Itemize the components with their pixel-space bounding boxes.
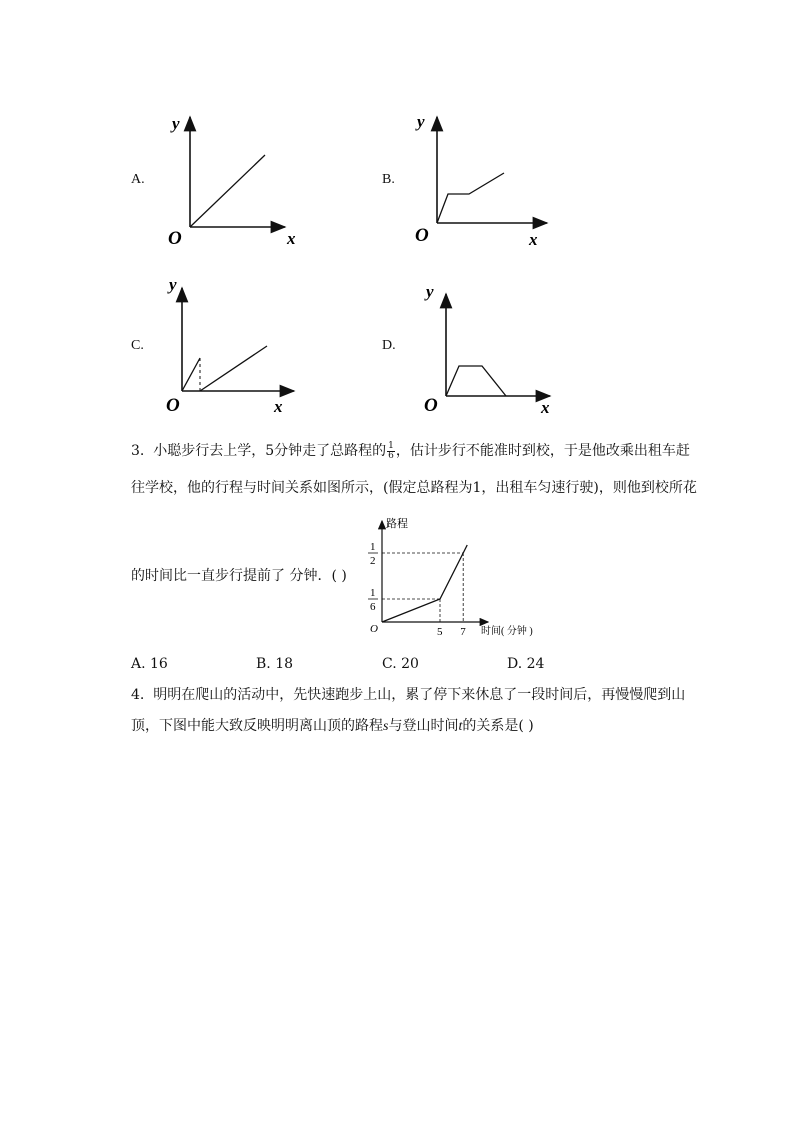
svg-text:x: x xyxy=(287,229,296,248)
q3-series-ext xyxy=(463,545,467,553)
q3-x-tick: 5 xyxy=(437,626,443,638)
q3-origin: O xyxy=(370,623,378,635)
q3-chart xyxy=(360,515,550,645)
q3-series-line xyxy=(382,553,463,622)
svg-text:x: x xyxy=(541,398,550,417)
option-a-graph xyxy=(160,105,310,255)
q3-number: 3. xyxy=(131,443,145,459)
q3-line2: 往学校，他的行程与时间关系如图所示，(假定总路程为1，出租车匀速行驶)，则他到校所花 xyxy=(131,480,697,496)
option-a-label: A. xyxy=(131,172,145,187)
q3-choice-b: B. 18 xyxy=(256,656,294,672)
svg-text:O: O xyxy=(168,228,182,249)
q3-text-a: 小聪步行去上学，5分钟走了总路程的 xyxy=(153,443,387,459)
q3-text-b: ，估计步行不能准时到校，于是他改乘出租车赶 xyxy=(395,443,690,459)
q3-line3: 的时间比一直步行提前了 分钟．( ) xyxy=(131,568,347,584)
q4-line2: 顶，下图中能大致反映明明离山顶的路程s与登山时间t的关系是( ) xyxy=(131,718,534,734)
svg-text:y: y xyxy=(417,112,425,131)
q3-y-tick-den: 6 xyxy=(370,600,376,613)
q3-y-tick-num: 1 xyxy=(370,586,376,599)
q3-y-tick-num: 1 xyxy=(370,541,376,553)
svg-text:y: y xyxy=(169,275,177,294)
option-d-label: D. xyxy=(382,338,396,353)
option-c-label: C. xyxy=(131,338,144,353)
svg-text:x: x xyxy=(529,230,538,249)
svg-text:O: O xyxy=(415,225,429,246)
q3-choice-a: A. 16 xyxy=(131,656,168,672)
q3-x-label: 时间( 分钟 ) xyxy=(481,626,533,637)
svg-text:O: O xyxy=(424,395,438,416)
option-d-graph xyxy=(420,280,570,420)
q3-line1 xyxy=(131,441,690,461)
q3-x-tick: 7 xyxy=(460,626,466,638)
option-b-graph xyxy=(410,105,560,255)
q3-choice-c: C. 20 xyxy=(382,656,419,672)
option-c-graph xyxy=(160,272,310,422)
q4-line1 xyxy=(131,685,685,705)
q4-number: 4. xyxy=(131,687,145,703)
q3-y-tick-den: 2 xyxy=(370,555,376,567)
option-b-label: B. xyxy=(382,172,395,187)
q4-text-a: 明明在爬山的活动中，先快速跑步上山，累了停下来休息了一段时间后，再慢慢爬到山 xyxy=(153,687,686,703)
svg-text:x: x xyxy=(274,397,283,416)
svg-text:y: y xyxy=(426,282,434,301)
svg-text:y: y xyxy=(172,114,180,133)
q3-y-label: 路程 xyxy=(386,518,408,530)
svg-text:O: O xyxy=(166,395,180,416)
q3-fraction: $\frac{1}{6}$ xyxy=(388,440,394,461)
q3-choice-d: D. 24 xyxy=(507,656,545,672)
